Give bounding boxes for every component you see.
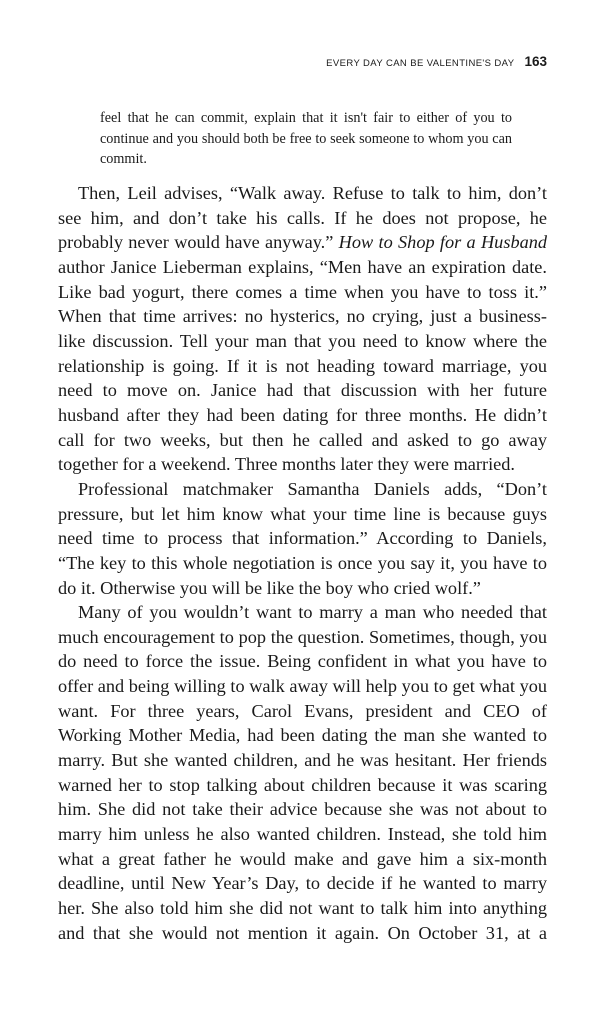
book-title: How to Shop for a Husband (338, 232, 548, 253)
paragraph-3: Many of you wouldn’t want to marry a man who needed that much encouragement to pop the question. Sometimes, though, you do need to force the issue. Being confident in what you have to offer and being willing to walk away will help you to get what you want. For three years, Carol Evans, president and CEO of Working Mother Media, had been dating the man she wanted to marry. But she wanted children, and he was hesitant. Her friends warned her to stop talking about children because it was scaring him. She did not take their advice because she was not about to marry him unless he also wanted children. Instead, she told him what a great father he would make and gave him a six-month deadline, until New Year’s Day, to decide if he wanted to marry her. She also told him she did not want to talk him into anything and that she would not mention it again. On October 31, at a (58, 602, 547, 943)
running-head (326, 54, 547, 69)
block-quote: feel that he can commit, explain that it isn't fair to either of you to continue and you should both be free to seek someone to whom you can commit. (100, 110, 512, 167)
paragraph-1-text-a: Then, Leil advises, “Walk away. Refuse to talk to him, don’t see him, and don’t take his calls. If he does not propose, he probably never would have anyway.” (58, 183, 547, 253)
paragraph-1-text-b: author Janice Lieberman explains, “Men have an expiration date. Like bad yogurt, there comes a time when you have to toss it.” When that time arrives: no hysterics, no crying, just a business-like discussion. Tell your man that you need to know where the relationship is going. If it is not heading toward marriage, you need to move on. Janice had that discussion with her future husband after they had been dating for three months. He didn’t call for two weeks, but then he called and asked to go away together for a weekend. Three months later they were married. (58, 256, 547, 475)
body-text (58, 181, 547, 945)
paragraph-2: Professional matchmaker Samantha Daniels adds, “Don’t pressure, but let him know what your time line is because guys need time to process that information.” According to Daniels, “The key to this whole negotiation is once you say it, you have to do it. Otherwise you will be like the boy who cried wolf.” (58, 478, 547, 598)
paragraph-1 (58, 181, 547, 477)
running-title: EVERY DAY CAN BE VALENTINE'S DAY (326, 58, 515, 69)
page-number: 163 (524, 54, 547, 69)
